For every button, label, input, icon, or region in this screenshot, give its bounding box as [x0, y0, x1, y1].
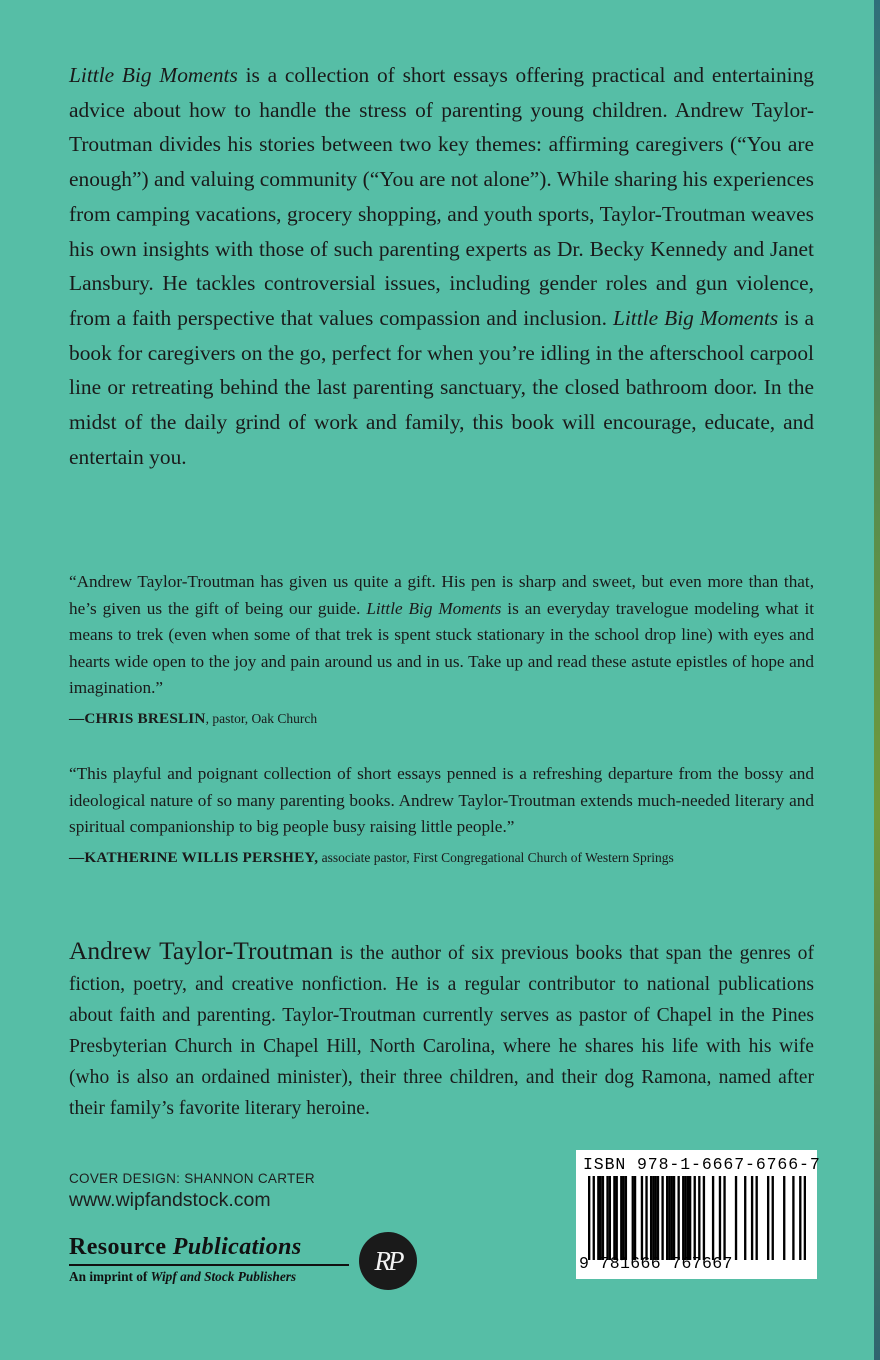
publisher-name [69, 1234, 351, 1261]
barcode-bar [657, 1176, 659, 1260]
blurb-text-1: is a collection of short essays offering practical and entertaining advice about how to handle the stress of parenting young children. Andrew Taylor-Troutman divides his stories between two key themes: affirming caregivers (“You are enough”) and valuing community (“You are not alone”). While sharing his experiences from camping vacations, grocery shopping, and youth sports, Taylor-Troutman weaves his own insights with those of such parenting experts as Dr. Becky Kennedy and Janet Lansbury. He tackles controversial issues, including gender roles and gun violence, from a faith perspective that values compassion and inclusion. [69, 63, 815, 330]
barcode-bar [712, 1176, 714, 1260]
barcode-bar [666, 1176, 668, 1260]
barcode-bar [622, 1176, 624, 1260]
barcode-bar [588, 1176, 590, 1260]
barcode-bar [684, 1176, 686, 1260]
barcode-bar [632, 1176, 634, 1260]
barcode-bar [687, 1176, 689, 1260]
blurb-text-2: is a book for caregivers on the go, perfect for when you’re idling in the afterschool carpool line or retreating behind the last parenting sanctuary, the closed bathroom door. In the midst of the daily grind of work and family, this book will encourage, educate, and entertain you. [69, 305, 814, 469]
barcode-bar [677, 1176, 679, 1260]
author-name: Andrew Taylor-Troutman [69, 936, 333, 965]
endorser-name-1: —CHRIS BRESLIN [69, 710, 206, 727]
publisher-website: www.wipfandstock.com [69, 1189, 271, 1211]
barcode-bar [723, 1176, 725, 1260]
barcode-bar [613, 1176, 615, 1260]
barcode-bar [655, 1176, 657, 1260]
publisher-name-italic: Publications [172, 1234, 302, 1260]
barcode-bar [650, 1176, 652, 1260]
barcode-bar [602, 1176, 604, 1260]
rp-logo-text: RP [374, 1245, 402, 1276]
barcode-bar [703, 1176, 705, 1260]
quote-2-text: “This playful and poignant collection of short essays penned is a refreshing departure from the bossy and ideological nature of so many parenting books. Andrew Taylor-Troutman extends much-needed literary and spiritual companionship to big people busy raising little people.” [69, 764, 814, 836]
isbn-number: ISBN 978-1-6667-6766-7 [583, 1155, 821, 1174]
barcode-bar [661, 1176, 663, 1260]
barcode-bar [597, 1176, 599, 1260]
quote-1-text-b: is an everyday travelogue modeling what it means to trek (even when some of that trek is spent stuck stationary in the school drop line) with eyes and hearts wide open to the joy and pain around us and in us. Take up and read these astute epistles of hope and imagination.” [69, 598, 815, 697]
barcode-bars [588, 1176, 806, 1260]
book-blurb [69, 58, 814, 474]
cover-design-credit: COVER DESIGN: SHANNON CARTER [69, 1171, 315, 1186]
endorser-role-1: , pastor, Oak Church [205, 711, 318, 726]
book-title: Little Big Moments [69, 63, 238, 87]
ean-digits: 9 781666 767667 [579, 1254, 733, 1273]
barcode-bar [772, 1176, 774, 1260]
barcode-bar [593, 1176, 595, 1260]
author-bio-text: is the author of six previous books that span the genres of fiction, poetry, and creative nonfiction. He is a regular contributor to national publications about faith and parenting. Taylor-Troutman currently serves as pastor of Chapel in the Pines Presbyterian Church in Chapel Hill, North Carolina, where he shares his life with his wife (who is also an ordained minister), their three children, and their dog Ramona, named after their family’s favorite literary heroine. [69, 943, 815, 1119]
barcode-bar [599, 1176, 601, 1260]
barcode-bar [620, 1176, 622, 1260]
publisher-rule [69, 1264, 349, 1266]
barcode-bar [641, 1176, 643, 1260]
barcode-bar [804, 1176, 806, 1260]
imprint-name: Wipf and Stock Publishers [150, 1269, 297, 1284]
barcode-bar [668, 1176, 670, 1260]
cover-edge-strip [874, 0, 880, 1360]
barcode-bar [682, 1176, 684, 1260]
barcode-bar [751, 1176, 753, 1260]
barcode-bar [625, 1176, 627, 1260]
author-bio [69, 935, 814, 1124]
publisher-logo-text [69, 1234, 351, 1285]
barcode-bar [719, 1176, 721, 1260]
barcode-bar [609, 1176, 611, 1260]
barcode-bar [767, 1176, 769, 1260]
endorser-role-2: associate pastor, First Congregational Church of Western Springs [318, 850, 674, 865]
publisher-imprint [69, 1269, 351, 1285]
barcode-bar [673, 1176, 675, 1260]
publisher-name-bold: Resource [69, 1234, 173, 1260]
barcode-bar [698, 1176, 700, 1260]
barcode-bar [744, 1176, 746, 1260]
barcode-bar [799, 1176, 801, 1260]
barcode-bar [606, 1176, 608, 1260]
quote-1-text-a: “Andrew Taylor-Troutman has given us quite a gift. His pen is sharp and sweet, but even more than that, he’s given us the gift of being our guide. [69, 572, 814, 618]
rp-logo-icon [359, 1232, 417, 1290]
barcode-bar [783, 1176, 785, 1260]
endorsement-quote-1 [69, 569, 814, 702]
quote-1-title: Little Big Moments [366, 598, 502, 618]
barcode-bar [645, 1176, 647, 1260]
barcode-bar [671, 1176, 673, 1260]
barcode-bar [792, 1176, 794, 1260]
endorsement-attribution-1 [69, 710, 317, 728]
book-title-2: Little Big Moments [612, 305, 779, 330]
barcode-bar [756, 1176, 758, 1260]
barcode-bar [652, 1176, 654, 1260]
barcode-bar [634, 1176, 636, 1260]
endorsement-quote-2 [69, 761, 814, 841]
barcode-bar [735, 1176, 737, 1260]
imprint-prefix: An imprint of [69, 1269, 151, 1284]
barcode-bar [616, 1176, 618, 1260]
barcode-bar [694, 1176, 696, 1260]
endorser-name-2: —KATHERINE WILLIS PERSHEY, [69, 849, 319, 866]
isbn-barcode [576, 1150, 821, 1279]
barcode-bar [689, 1176, 691, 1260]
endorsement-attribution-2 [69, 849, 674, 867]
